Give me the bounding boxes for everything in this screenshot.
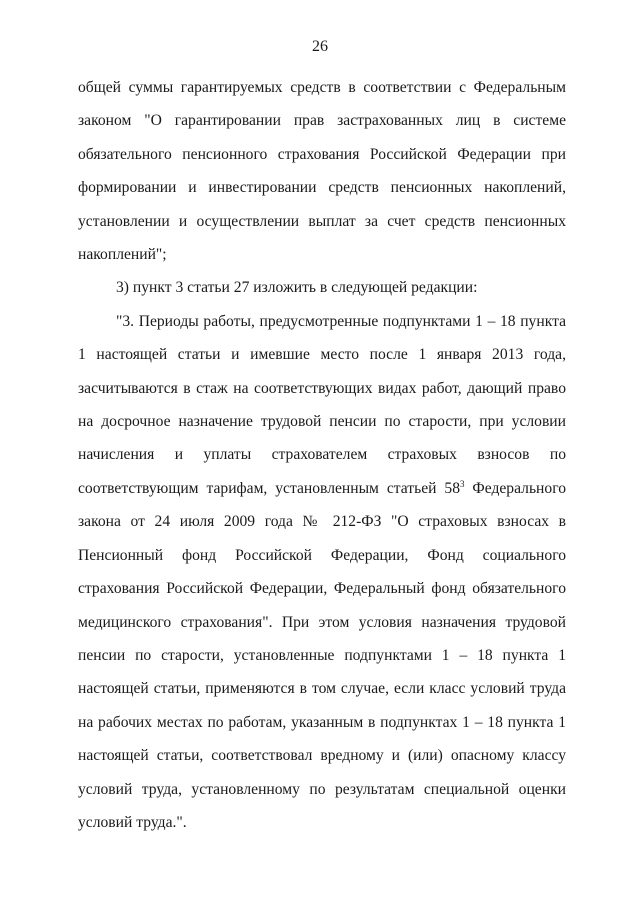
paragraph-continuation: общей суммы гарантируемых средств в соответствии с Федеральным законом "О гарантировании прав застрахованных лиц в системе обязательного пенсионного страхования Российской Федерации при формировании и инвестировании средств пенсионных накоплений, установлении и осуществлении выплат за счет средств пенсионных накоплений"; — [78, 79, 566, 264]
amendment-text-part-1: "3. Периоды работы, предусмотренные подпунктами 1 – 18 пункта 1 настоящей статьи и имевшие место после 1 января 2013 года, засчитываются в стаж на соответствующих видах работ, дающий право на досрочное назначение трудовой пенсии по старости, при условии начисления и уплаты страхователем страховых взносов по соответствующим тарифам, установленным статьей 58 — [78, 312, 566, 497]
paragraph-amendment-item: 3) пункт 3 статьи 27 изложить в следующей редакции: — [116, 279, 478, 297]
document-body — [78, 71, 566, 839]
paragraph-amendment-text — [78, 305, 566, 840]
amendment-text-part-2: Федерального закона от 24 июля 2009 года № 212-ФЗ "О страховых взносах в Пенсионный фонд Российской Федерации, Фонд социального страхования Российской Федерации, Федеральный фонд обязательного медицинского страхования". При этом условия назначения трудовой пенсии по старости, установленные подпунктами 1 – 18 пункта 1 настоящей статьи, применяются в том случае, если класс условий труда на рабочих местах по работам, указанным в подпунктах 1 – 18 пункта 1 настоящей статьи, соответствовал вредному и (или) опасному классу условий труда, установленному по результатам специальной оценки условий труда.". — [78, 479, 567, 831]
article-superscript: 3 — [460, 478, 465, 489]
page-number: 26 — [312, 38, 328, 55]
